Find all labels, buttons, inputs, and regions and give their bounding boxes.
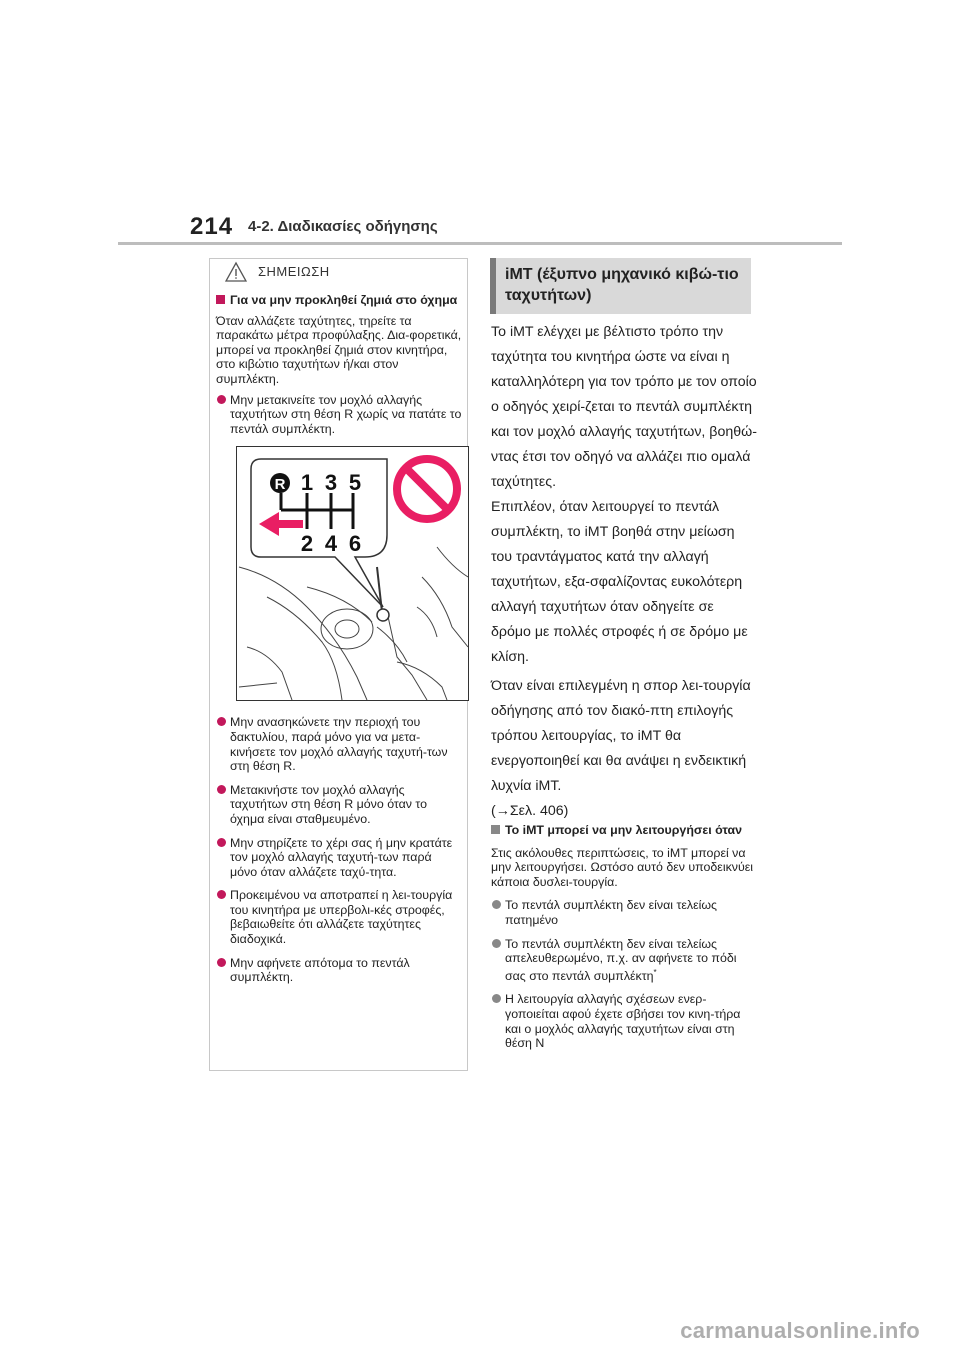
imt-limitations-intro: Στις ακόλουθες περιπτώσεις, το iMT μπορεί να μην λειτουργήσει. Ωστόσο αυτό δεν υποδεικνύει κάποια δυσλει-τουργία.: [491, 845, 754, 889]
shift-pattern-drawing: [237, 447, 468, 700]
bullet-dot-icon: [217, 717, 226, 726]
prohibited-icon: [397, 459, 457, 519]
list-item: Μην ανασηκώνετε την περιοχή του δακτυλίου, παρά μόνο για να μετα-κινήσετε τον μοχλό αλλαγής ταχυτή-των στη θέση R.: [216, 715, 462, 773]
watermark: carmanualsonline.info: [680, 1318, 920, 1343]
bullet-dot-icon: [492, 939, 501, 948]
caution-header: [210, 259, 467, 287]
bullet-dot-icon: [217, 395, 226, 404]
bullet-dot-icon: [492, 994, 501, 1003]
list-item: Μην αφήνετε απότομα το πεντάλ συμπλέκτη.: [216, 956, 462, 985]
imt-description: [491, 320, 757, 824]
bullet-dot-icon: [217, 785, 226, 794]
caution-subheading: Για να μην προκληθεί ζημιά στο όχημα: [216, 293, 462, 308]
bullet-dot-icon: [492, 900, 501, 909]
imt-paragraph-3: Όταν είναι επιλεγμένη η σπορ λει-τουργία οδήγησης από τον διακό-πτη επιλογής τρόπου λειτουργίας, το iMT θα ενεργοποιηθεί και θα ανάψει η ενδεικτική λυχνία iMT.: [491, 678, 751, 794]
gear-label-4: 4: [324, 531, 338, 557]
imt-limitations: [491, 823, 757, 1060]
gear-label-2: 2: [300, 531, 314, 557]
list-item: Μετακινήστε τον μοχλό αλλαγής ταχυτήτων στη θέση R μόνο όταν το όχημα είναι σταθμευμένο.: [216, 783, 462, 827]
page-number: 214: [190, 213, 234, 240]
square-bullet-icon: [491, 825, 500, 834]
list-item: Μην στηρίζετε το χέρι σας ή μην κρατάτε τον μοχλό αλλαγής ταχυτή-των παρά μόνο όταν αλλάζετε ταχύ-τητα.: [216, 836, 462, 880]
imt-limitations-heading: Το iMT μπορεί να μην λειτουργήσει όταν: [491, 823, 757, 838]
caution-title: ΣΗΜΕΙΩΣΗ: [258, 264, 330, 279]
list-item: Η λειτουργία αλλαγής σχέσεων ενερ-γοποιείται αφού έχετε σβήσει τον κινη-τήρα και ο μοχλός αλλαγής ταχυτήτων είναι στη θέση N: [491, 992, 757, 1050]
caution-body: [216, 293, 462, 994]
caution-intro: Όταν αλλάζετε ταχύτητες, τηρείτε τα παρακάτω μέτρα προφύλαξης. Δια-φορετικά, μπορεί να προκληθεί ζημιά στον κινητήρα, στο κιβώτιο ταχυτήτων ή/και στον συμπλέκτη.: [216, 313, 462, 386]
page-header: [190, 213, 850, 253]
caution-box: [209, 258, 468, 1071]
gear-shift-illustration: [236, 446, 469, 701]
section-title: 4-2. Διαδικασίες οδήγησης: [248, 218, 438, 235]
list-item: Προκειμένου να αποτραπεί η λει-τουργία του κινητήρα με υπερβολι-κές στροφές, βεβαιωθείτε ότι αλλάζετε ταχύτητες διαδοχικά.: [216, 888, 462, 946]
gear-label-reverse: R: [274, 476, 286, 494]
square-bullet-icon: [216, 295, 225, 304]
warning-icon: [225, 261, 247, 283]
header-divider: [118, 242, 842, 245]
gear-label-5: 5: [348, 470, 362, 496]
page-reference-link[interactable]: (→Σελ. 406): [491, 803, 569, 819]
footnote-mark: *: [653, 967, 657, 977]
imt-section-heading: iMT (έξυπνο μηχανικό κιβώ-τιο ταχυτήτων): [490, 258, 751, 314]
imt-paragraph-2: Επιπλέον, όταν λειτουργεί το πεντάλ συμπλέκτη, το iMT βοηθά στην μείωση του τραντάγματος κατά την αλλαγή ταχυτήτων, εξα-σφαλίζοντας ευκολότερη αλλαγή ταχυτήτων όταν οδηγείτε σε δρόμο με πολλές στροφές ή σε δρόμο με κλίση.: [491, 499, 748, 665]
imt-paragraph-1: Το iMT ελέγχει με βέλτιστο τρόπο την ταχύτητα του κινητήρα ώστε να είναι η καταλληλότερη για τον τρόπο με τον οποίο ο οδηγός χειρί-ζεται το πεντάλ συμπλέκτη και τον μοχλό αλλαγής ταχυτήτων, βοηθώ-ντας έτσι τον οδηγό να αλλάζει πιο ομαλά ταχύτητες.: [491, 324, 757, 490]
list-item: Το πεντάλ συμπλέκτη δεν είναι τελείως πατημένο: [491, 898, 757, 927]
gear-label-6: 6: [348, 531, 362, 557]
gear-label-3: 3: [324, 470, 338, 496]
bullet-dot-icon: [217, 838, 226, 847]
gear-label-1: 1: [300, 470, 314, 496]
list-item: Μην μετακινείτε τον μοχλό αλλαγής ταχυτήτων στη θέση R χωρίς να πατάτε το πεντάλ συμπλέκτη.: [216, 393, 462, 437]
bullet-dot-icon: [217, 890, 226, 899]
list-item: Το πεντάλ συμπλέκτη δεν είναι τελείως απελευθερωμένο, π.χ. αν αφήνετε το πόδι σας στο πεντάλ συμπλέκτη*: [491, 937, 757, 984]
bullet-dot-icon: [217, 958, 226, 967]
